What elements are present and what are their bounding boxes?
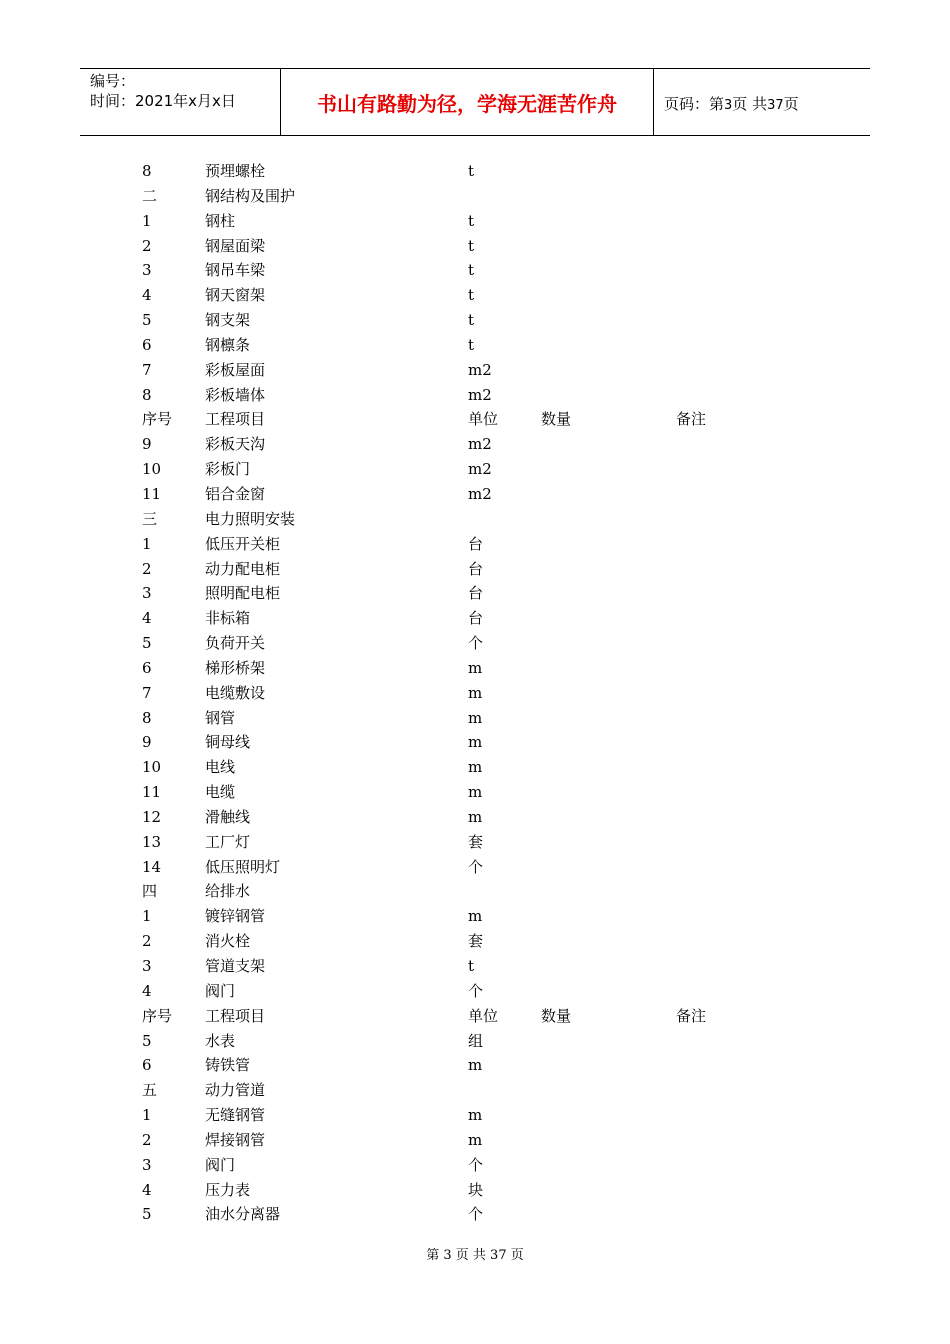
row-unit: t [468,261,475,280]
row-unit: m [468,733,483,752]
row-unit: m2 [468,435,492,454]
row-item: 彩板墙体 [205,385,266,404]
row-number: 二 [142,186,158,205]
row-number: 10 [142,460,162,479]
table-row [0,234,950,259]
table-row [0,730,950,755]
row-unit: m2 [468,360,492,379]
table-row [0,383,950,408]
row-item: 动力管道 [205,1081,266,1100]
row-number: 1 [142,907,152,926]
table-row [0,656,950,681]
row-item: 工厂灯 [205,832,251,851]
row-unit: 块 [468,1180,484,1199]
row-item: 钢天窗架 [205,286,266,305]
row-number: 3 [142,957,152,975]
row-item: 钢吊车梁 [205,261,266,280]
row-unit: 单位 [468,1006,499,1025]
row-item: 消火栓 [205,932,251,951]
page-current-number: 3 [724,98,733,113]
row-item: 压力表 [205,1180,251,1199]
row-item: 工程项目 [205,1006,266,1025]
row-unit: 台 [468,559,484,578]
table-row [0,606,950,631]
row-item: 水表 [205,1031,236,1050]
row-number: 2 [142,932,152,951]
header-motto: 书山有路勤为径，学海无涯苦作舟 [317,92,617,116]
row-unit: 个 [468,857,484,876]
row-unit: t [468,211,475,230]
row-item: 镀锌钢管 [205,907,266,926]
row-number: 5 [142,311,152,330]
row-item: 电缆 [205,783,236,802]
table-row [0,879,950,904]
table-row [0,929,950,954]
row-item: 阀门 [205,1155,236,1174]
row-unit: m [468,907,483,926]
row-number: 四 [142,882,158,901]
row-unit: 个 [468,1205,484,1224]
row-number: 2 [142,236,152,255]
table-row [0,1029,950,1054]
document-time-label: 时间：2021年x月x日 [90,92,236,110]
page-header [80,68,870,136]
row-item: 钢檩条 [205,335,251,354]
row-number: 2 [142,1130,152,1149]
table-row [0,1004,950,1029]
row-item: 给排水 [205,882,251,901]
row-item: 焊接钢管 [205,1130,266,1149]
row-item: 低压照明灯 [205,857,281,876]
row-number: 8 [142,162,152,180]
row-number: 三 [142,509,158,528]
row-number: 4 [142,609,152,628]
table-row [0,557,950,582]
row-item: 钢结构及围护 [205,186,296,205]
row-number: 4 [142,981,152,1000]
row-number: 6 [142,335,152,354]
row-unit: 个 [468,1155,484,1174]
table-row [0,780,950,805]
row-item: 铸铁管 [205,1056,251,1075]
row-number: 2 [142,559,152,578]
row-unit: m [468,1106,483,1125]
row-number: 11 [142,484,162,503]
table-row [0,954,950,979]
row-item: 滑触线 [205,807,251,826]
row-quantity: 数量 [541,1006,572,1025]
row-unit: 台 [468,609,484,628]
row-number: 11 [142,783,162,802]
row-number: 1 [142,1106,152,1125]
row-item: 动力配电柜 [205,559,281,578]
table-row [0,184,950,209]
row-unit: m [468,1056,483,1075]
row-unit: t [468,286,475,305]
row-item: 低压开关柜 [205,534,281,553]
row-item: 无缝钢管 [205,1106,266,1125]
row-unit: t [468,162,475,180]
row-unit: m [468,758,483,777]
row-note: 备注 [676,1006,707,1025]
row-item: 电缆敷设 [205,683,266,702]
row-unit: 套 [468,832,484,851]
row-number: 3 [142,261,152,280]
table-row [0,979,950,1004]
table-row [0,333,950,358]
table-row [0,706,950,731]
row-number: 3 [142,1155,152,1174]
row-item: 铜母线 [205,733,251,752]
table-row [0,209,950,234]
row-number: 5 [142,1031,152,1050]
row-number: 5 [142,1205,152,1224]
table-row [0,681,950,706]
row-item: 非标箱 [205,609,251,628]
table-row [0,1078,950,1103]
page-mid: 页 共 [732,95,768,113]
table-row [0,308,950,333]
row-unit: 台 [468,534,484,553]
row-unit: 单位 [468,410,499,429]
row-number: 8 [142,708,152,727]
row-unit: m [468,658,483,677]
table-row [0,432,950,457]
row-number: 4 [142,1180,152,1199]
row-unit: t [468,236,475,255]
row-item: 电线 [205,758,236,777]
row-unit: t [468,311,475,330]
table-row [0,904,950,929]
table-row [0,805,950,830]
row-item: 钢管 [205,708,236,727]
row-number: 1 [142,211,152,230]
page-prefix: 页码：第 [664,95,725,113]
row-item: 梯形桥架 [205,658,266,677]
row-item: 阀门 [205,981,236,1000]
table-row [0,1053,950,1078]
row-number: 14 [142,857,162,876]
table-row [0,507,950,532]
header-page-cell [654,69,870,135]
table-row [0,457,950,482]
row-item: 彩板天沟 [205,435,266,454]
row-item: 工程项目 [205,410,266,429]
row-unit: t [468,335,475,354]
table-row [0,258,950,283]
table-row [0,482,950,507]
table-row [0,581,950,606]
row-item: 彩板屋面 [205,360,266,379]
row-number: 12 [142,807,162,826]
row-number: 6 [142,658,152,677]
row-item: 预埋螺栓 [205,162,266,180]
header-meta-cell [80,69,281,135]
row-number: 9 [142,435,152,454]
row-number: 7 [142,683,152,702]
table-row [0,283,950,308]
table-row [0,755,950,780]
table-row [0,159,950,184]
page-total-number: 37 [767,98,784,113]
table-row [0,1128,950,1153]
header-page-info [664,94,799,116]
row-number: 7 [142,360,152,379]
row-unit: m2 [468,385,492,404]
table-row [0,855,950,880]
row-number: 五 [142,1081,158,1100]
row-number: 9 [142,733,152,752]
row-number: 13 [142,832,162,851]
table-row [0,407,950,432]
row-unit: t [468,957,475,975]
row-number: 序号 [142,410,173,429]
table-row [0,358,950,383]
row-item: 油水分离器 [205,1205,281,1224]
header-motto-cell [281,69,654,135]
row-unit: 套 [468,932,484,951]
row-unit: m2 [468,460,492,479]
row-note: 备注 [676,410,707,429]
row-item: 负荷开关 [205,634,266,653]
page-footer: 第 3 页 共 37 页 [426,1248,524,1263]
row-unit: 个 [468,634,484,653]
row-number: 1 [142,534,152,553]
row-unit: m [468,683,483,702]
row-unit: m [468,1130,483,1149]
row-number: 10 [142,758,162,777]
table-row [0,830,950,855]
row-unit: 个 [468,981,484,1000]
row-number: 3 [142,584,152,603]
table-row [0,1153,950,1178]
row-unit: m2 [468,484,492,503]
row-item: 电力照明安装 [205,509,296,528]
project-item-list [0,159,950,1227]
row-item: 铝合金窗 [205,484,266,503]
row-number: 序号 [142,1006,173,1025]
row-unit: 组 [468,1031,484,1050]
row-item: 管道支架 [205,957,266,975]
row-number: 8 [142,385,152,404]
row-unit: m [468,708,483,727]
row-unit: m [468,807,483,826]
row-number: 4 [142,286,152,305]
row-number: 5 [142,634,152,653]
row-item: 照明配电柜 [205,584,281,603]
row-item: 钢柱 [205,211,236,230]
table-row [0,631,950,656]
table-row [0,1103,950,1128]
row-item: 钢屋面梁 [205,236,266,255]
table-row [0,1178,950,1203]
page-suffix: 页 [783,95,799,113]
row-unit: m [468,783,483,802]
row-number: 6 [142,1056,152,1075]
table-row [0,1202,950,1227]
table-row [0,532,950,557]
row-item: 钢支架 [205,311,251,330]
row-item: 彩板门 [205,460,251,479]
row-quantity: 数量 [541,410,572,429]
row-unit: 台 [468,584,484,603]
document-number-label: 编号： [90,72,136,90]
